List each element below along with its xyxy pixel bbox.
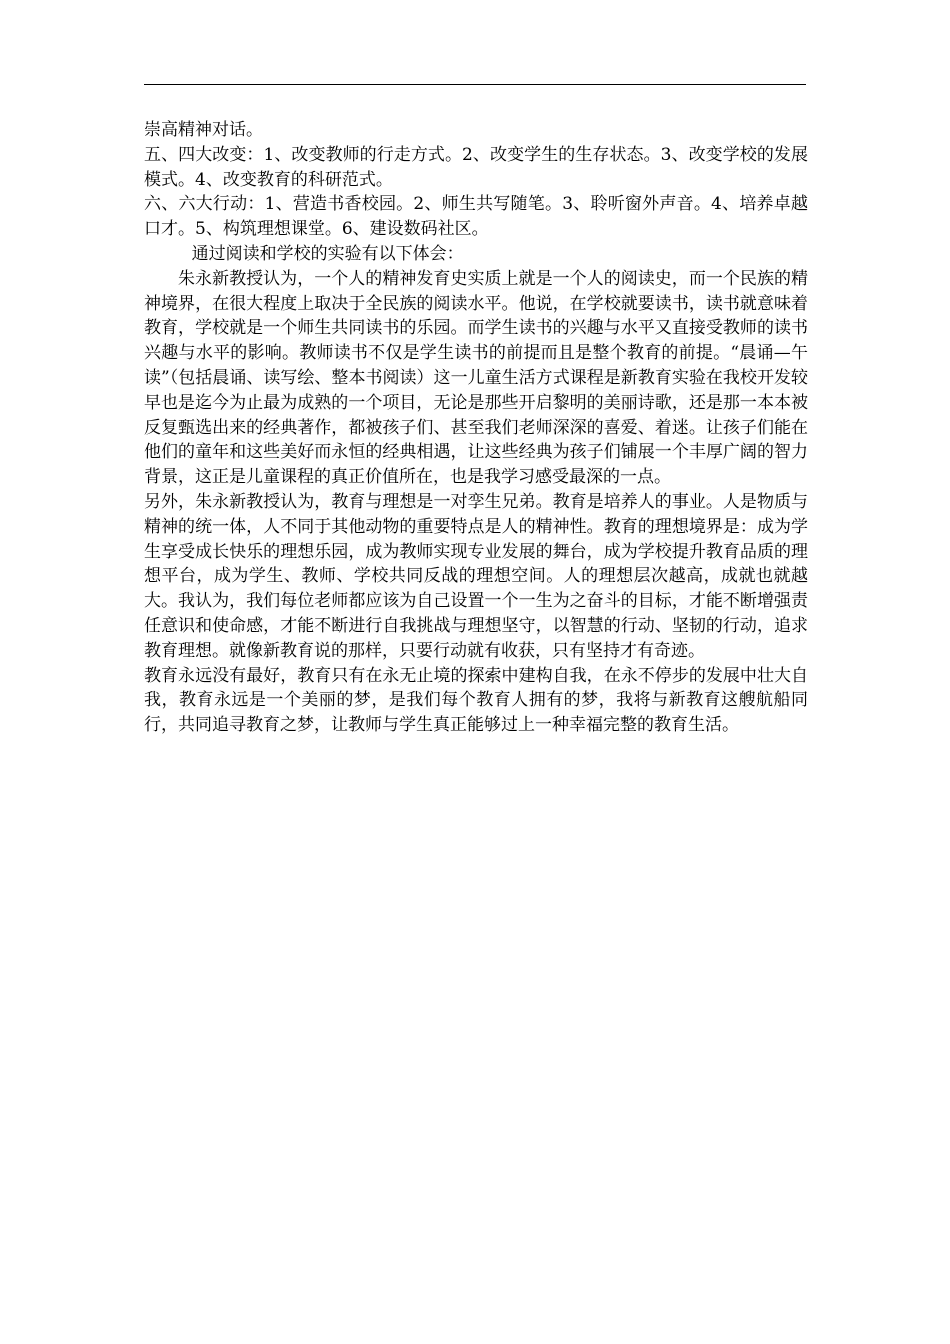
header-divider [144,84,806,85]
paragraph-four-changes: 五、四大改变：1、改变教师的行走方式。2、改变学生的生存状态。3、改变学校的发展模式。4、改变教育的科研范式。 [144,144,808,190]
paragraph-six-actions: 六、六大行动：1、营造书香校园。2、师生共写随笔。3、聆听窗外声音。4、培养卓越口才。5、构筑理想课堂。6、建设数码社区。 [144,194,808,240]
paragraph-conclusion: 教育永远没有最好，教育只有在永无止境的探索中建构自我，在永不停步的发展中壮大自我，教育永远是一个美丽的梦，是我们每个教育人拥有的梦，我将与新教育这艘航船同行，共同追寻教育之梦，让教师与学生真正能够过上一种幸福完整的教育生活。 [144,665,808,736]
document-body [144,118,808,738]
paragraph-continuation: 崇高精神对话。 [144,120,263,140]
paragraph-reflection-intro: 通过阅读和学校的实验有以下体会： [191,243,464,264]
paragraph-reading: 朱永新教授认为，一个人的精神发育史实质上就是一个人的阅读史，而一个民族的精神境界，在很大程度上取决于全民族的阅读水平。他说，在学校就要读书，读书就意味着教育，学校就是一个师生共同读书的乐园。而学生读书的兴趣与水平又直接受教师的读书兴趣与水平的影响。教师读书不仅是学生读书的前提而且是整个教育的前提。“晨诵—午读”（包括晨诵、读写绘、整本书阅读）这一儿童生活方式课程是新教育实验在我校开发较早也是迄今为止最为成熟的一个项目，无论是那些开启黎明的美丽诗歌，还是那一本本被反复甄选出来的经典著作，都被孩子们、甚至我们老师深深的喜爱、着迷。让孩子们能在他们的童年和这些美好而永恒的经典相遇，让这些经典为孩子们铺展一个丰厚广阔的智力背景，这正是儿童课程的真正价值所在，也是我学习感受最深的一点。 [144,268,808,488]
paragraph-ideals: 另外，朱永新教授认为，教育与理想是一对孪生兄弟。教育是培养人的事业。人是物质与精神的统一体，人不同于其他动物的重要特点是人的精神性。教育的理想境界是：成为学生享受成长快乐的理想乐园，成为教师实现专业发展的舞台，成为学校提升教育品质的理想平台，成为学生、教师、学校共同反战的理想空间。人的理想层次越高，成就也就越大。我认为，我们每位老师都应该为自己设置一个一生为之奋斗的目标，才能不断增强责任意识和使命感，才能不断进行自我挑战与理想坚守，以智慧的行动、坚韧的行动，追求教育理想。就像新教育说的那样，只要行动就有收获，只有坚持才有奇迹。 [144,491,808,661]
